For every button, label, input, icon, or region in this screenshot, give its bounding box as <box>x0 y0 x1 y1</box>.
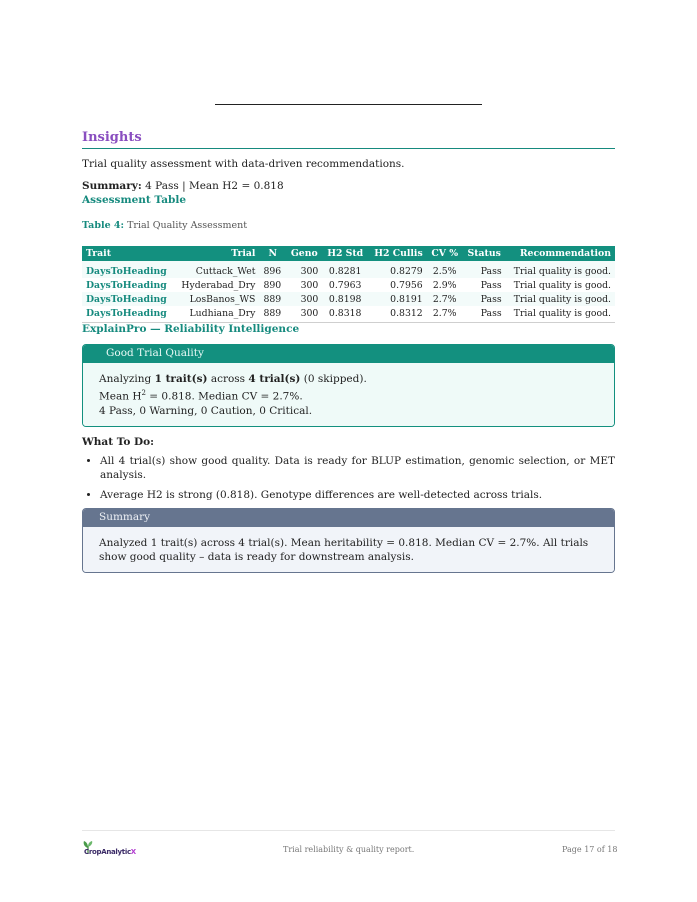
good-box-line-2 <box>99 386 598 404</box>
cell-trial: Ludhiana_Dry <box>174 306 259 323</box>
col-trait: Trait <box>82 246 174 261</box>
summary-label: Summary: <box>82 180 142 192</box>
cell-geno: 300 <box>286 261 322 278</box>
cell-h2-cullis: 0.8191 <box>368 292 427 306</box>
cell-cv: 2.9% <box>432 279 457 291</box>
good-box-text: = 0.818. Median CV = 2.7%. <box>149 390 303 403</box>
assessment-table <box>82 246 615 323</box>
cell-trait: DaysToHeading <box>82 306 174 323</box>
cell-h2-std: 0.7963 <box>328 279 362 291</box>
page-content <box>82 130 615 573</box>
footer-page-number: Page 17 of 18 <box>562 845 618 854</box>
col-cv: CV % <box>427 246 463 261</box>
cell-trait: DaysToHeading <box>82 292 174 306</box>
cell-trial: Cuttack_Wet <box>174 261 259 278</box>
brand-logo-text-x: X <box>130 848 136 856</box>
list-item: • Average H2 is strong (0.818). Genotype differences are well-detected across trials. <box>100 488 615 502</box>
brand-logo-text-main: CropAnalytic <box>84 848 131 856</box>
what-to-do-list <box>82 454 615 502</box>
good-box-trial-count: 4 trial(s) <box>248 373 301 385</box>
cell-n: 889 <box>259 306 286 323</box>
cell-cv: 2.7% <box>427 292 463 306</box>
cell-status: Pass <box>480 279 502 291</box>
cell-h2-std: 0.8198 <box>322 292 368 306</box>
good-box-text: Analyzing <box>99 373 152 385</box>
good-box-text: across <box>210 373 246 385</box>
summary-box-title: Summary <box>83 509 614 527</box>
table-row <box>82 292 615 306</box>
cell-trait: DaysToHeading <box>86 279 167 291</box>
cell-recommendation: Trial quality is good. <box>513 279 611 291</box>
intro-text: Trial quality assessment with data-driven recommendations. <box>82 158 405 170</box>
cell-recommendation: Trial quality is good. <box>506 261 615 278</box>
col-h2-cullis: H2 Cullis <box>368 246 427 261</box>
table-caption-text: Trial Quality Assessment <box>127 220 248 231</box>
cell-h2-cullis: 0.8279 <box>368 261 427 278</box>
what-to-do-heading: What To Do: <box>82 435 154 448</box>
cell-status: Pass <box>463 261 506 278</box>
col-status: Status <box>463 246 506 261</box>
table-row <box>82 278 615 292</box>
table-header-row <box>82 246 615 261</box>
cell-cv: 2.7% <box>427 306 463 323</box>
good-box-line-3: 4 Pass, 0 Warning, 0 Caution, 0 Critical. <box>99 404 313 417</box>
good-box-text: Mean H <box>99 390 142 403</box>
col-trial: Trial <box>174 246 259 261</box>
cell-h2-cullis: 0.8312 <box>368 306 427 323</box>
cell-h2-std: 0.8318 <box>322 306 368 323</box>
brand-logo-text <box>84 848 136 856</box>
cell-recommendation: Trial quality is good. <box>506 292 615 306</box>
col-h2-std: H2 Std <box>322 246 368 261</box>
good-box-text: (0 skipped). <box>303 373 367 385</box>
cell-trial: Hyderabad_Dry <box>181 279 256 291</box>
cell-status: Pass <box>463 306 506 323</box>
cell-geno: 300 <box>300 279 319 291</box>
footer-center-text: Trial reliability & quality report. <box>283 845 415 854</box>
col-geno: Geno <box>286 246 322 261</box>
good-box-trait-count: 1 trait(s) <box>154 373 208 385</box>
explainpro-heading: ExplainPro — Reliability Intelligence <box>82 323 300 335</box>
brand-logo <box>82 840 142 858</box>
good-quality-box <box>82 344 615 427</box>
cell-trait: DaysToHeading <box>82 261 174 278</box>
summary-box <box>82 508 615 573</box>
col-n: N <box>259 246 286 261</box>
cell-cv: 2.5% <box>427 261 463 278</box>
table-caption <box>82 220 615 231</box>
cell-h2-std: 0.8281 <box>322 261 368 278</box>
good-quality-box-title: Good Trial Quality <box>83 345 614 363</box>
cell-n: 890 <box>263 279 282 291</box>
good-quality-box-body <box>83 363 614 426</box>
assessment-heading: Assessment Table <box>82 194 187 206</box>
summary-line <box>82 179 615 194</box>
cell-status: Pass <box>463 292 506 306</box>
list-item: • All 4 trial(s) show good quality. Data is ready for BLUP estimation, genomic selection, or MET analysis. <box>100 454 615 482</box>
cell-recommendation: Trial quality is good. <box>506 306 615 323</box>
table-row <box>82 261 615 278</box>
cell-geno: 300 <box>286 306 322 323</box>
cell-n: 889 <box>259 292 286 306</box>
table-caption-label: Table 4: <box>82 220 125 231</box>
insights-heading: Insights <box>82 130 615 149</box>
cell-h2-cullis: 0.7956 <box>390 279 423 291</box>
summary-value: 4 Pass | Mean H2 = 0.818 <box>145 180 284 192</box>
cell-n: 896 <box>259 261 286 278</box>
header-rule <box>215 104 482 105</box>
table-row <box>82 306 615 323</box>
good-box-superscript: 2 <box>141 389 146 397</box>
cell-trial: LosBanos_WS <box>174 292 259 306</box>
cell-geno: 300 <box>286 292 322 306</box>
summary-box-body: Analyzed 1 trait(s) across 4 trial(s). Mean heritability = 0.818. Median CV = 2.7%. All trials show good quality – data is ready for downstream analysis. <box>83 527 614 572</box>
footer-rule <box>82 830 615 831</box>
good-box-line-1 <box>99 372 598 386</box>
col-recommendation: Recommendation <box>506 246 615 261</box>
